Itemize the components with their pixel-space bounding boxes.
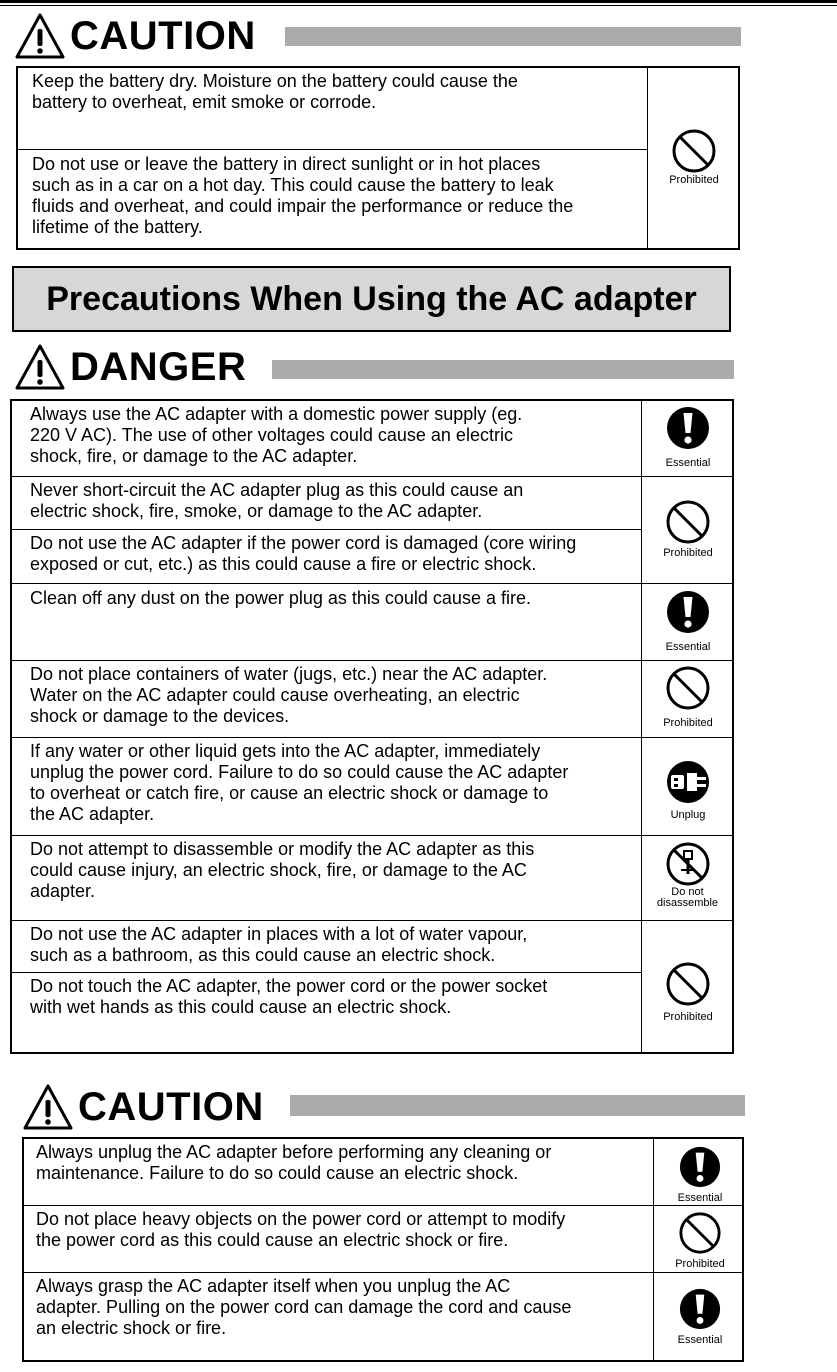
prohibited-symbol xyxy=(645,665,731,729)
row-divider xyxy=(24,1205,744,1206)
symbol-divider xyxy=(641,660,734,661)
heading-bar xyxy=(290,1095,745,1116)
caution-row-text: Keep the battery dry. Moisture on the battery could cause the battery to overheat, emit smoke or corrode. xyxy=(32,71,518,112)
unplug-symbol xyxy=(645,759,731,821)
symbol-label: Prohibited xyxy=(663,547,713,559)
prohibited-icon xyxy=(665,499,711,545)
section-title-text: Precautions When Using the AC adapter xyxy=(46,279,697,318)
caution-heading xyxy=(22,1083,264,1131)
row-divider xyxy=(12,835,641,836)
symbol-divider xyxy=(641,476,734,477)
caution-table xyxy=(22,1137,744,1362)
caution-row-text: Always unplug the AC adapter before performing any cleaning or maintenance. Failure to do so could cause an electric shock. xyxy=(36,1142,552,1183)
symbol-label: Prohibited xyxy=(663,1011,713,1023)
essential-symbol xyxy=(645,405,731,469)
prohibited-icon xyxy=(665,665,711,711)
top-rule-thin xyxy=(0,5,837,6)
caution-heading xyxy=(14,12,256,60)
row-divider xyxy=(12,972,641,973)
row-divider xyxy=(12,920,641,921)
row-divider xyxy=(12,529,641,530)
symbol-divider xyxy=(641,583,734,584)
symbol-divider xyxy=(641,737,734,738)
caution-row-text: Do not place heavy objects on the power cord or attempt to modify the power cord as this could cause an electric shock or fire. xyxy=(36,1209,566,1250)
symbol-label: Essential xyxy=(677,1192,723,1204)
essential-symbol xyxy=(657,1145,743,1204)
danger-heading-text: DANGER xyxy=(70,345,247,389)
row-divider xyxy=(12,583,641,584)
row-divider xyxy=(18,149,647,150)
unplug-icon xyxy=(665,759,711,805)
symbol-column-divider xyxy=(647,68,648,248)
essential-symbol xyxy=(645,589,731,653)
danger-table xyxy=(10,399,734,1054)
symbol-label: Prohibited xyxy=(669,174,719,186)
essential-icon xyxy=(678,1145,722,1189)
danger-row-text: Always use the AC adapter with a domestic power supply (eg. 220 V AC). The use of other voltages could cause an electric shock, fire, or damage to the AC adapter. xyxy=(30,404,523,466)
danger-row-text: Do not use the AC adapter in places with a lot of water vapour, such as a bathroom, as this could cause an electric shock. xyxy=(30,924,528,965)
danger-row-text: If any water or other liquid gets into the AC adapter, immediately unplug the power cord. Failure to do so could cause the AC adapter to overheat or catch fire, or cause an electric shock or damage to the AC adapter. xyxy=(30,741,569,824)
essential-icon xyxy=(665,405,711,451)
prohibited-symbol xyxy=(657,1211,743,1270)
essential-symbol xyxy=(657,1287,743,1346)
symbol-label: Unplug xyxy=(670,809,706,821)
do-not-disassemble-icon xyxy=(665,841,711,887)
essential-icon xyxy=(678,1287,722,1331)
heading-bar xyxy=(285,27,741,46)
prohibited-icon xyxy=(678,1211,722,1255)
do-not-disassemble-symbol xyxy=(641,841,734,909)
danger-row-text: Do not attempt to disassemble or modify the AC adapter as this could cause injury, an electric shock, fire, or damage to the AC adapter. xyxy=(30,839,535,901)
danger-row-text: Clean off any dust on the power plug as this could cause a fire. xyxy=(30,588,531,608)
row-divider xyxy=(12,476,641,477)
warning-triangle-icon xyxy=(22,1083,74,1131)
symbol-label: Prohibited xyxy=(663,717,713,729)
prohibited-icon xyxy=(671,128,717,174)
symbol-label: Prohibited xyxy=(675,1258,725,1270)
symbol-label: Essential xyxy=(665,641,711,653)
symbol-label: Essential xyxy=(677,1334,723,1346)
symbol-divider xyxy=(641,920,734,921)
caution-table xyxy=(16,66,740,250)
symbol-column-divider xyxy=(653,1139,654,1360)
danger-heading xyxy=(14,343,246,391)
row-divider xyxy=(12,737,641,738)
danger-row-text: Never short-circuit the AC adapter plug as this could cause an electric shock, fire, smoke, or damage to the AC adapter. xyxy=(30,480,524,521)
symbol-column-divider xyxy=(641,401,642,1052)
prohibited-icon xyxy=(665,961,711,1007)
essential-icon xyxy=(665,589,711,635)
symbol-label: Essential xyxy=(665,457,711,469)
heading-bar xyxy=(272,360,734,379)
symbol-label: Do not disassemble xyxy=(656,886,719,909)
danger-row-text: Do not use the AC adapter if the power cord is damaged (core wiring exposed or cut, etc.) as this could cause a fire or electric shock. xyxy=(30,533,577,574)
prohibited-symbol xyxy=(652,128,736,186)
top-rule xyxy=(0,0,837,3)
caution-row-text: Always grasp the AC adapter itself when you unplug the AC adapter. Pulling on the power cord can damage the cord and cause an electric shock or fire. xyxy=(36,1276,572,1338)
row-divider xyxy=(24,1272,744,1273)
caution-heading-text: CAUTION xyxy=(78,1085,264,1129)
warning-triangle-icon xyxy=(14,343,66,391)
danger-row-text: Do not place containers of water (jugs, etc.) near the AC adapter. Water on the AC adapter could cause overheating, an electric shock or damage to the devices. xyxy=(30,664,548,726)
warning-triangle-icon xyxy=(14,12,66,60)
caution-heading-text: CAUTION xyxy=(70,14,256,58)
section-title xyxy=(12,266,731,332)
caution-row-text: Do not use or leave the battery in direct sunlight or in hot places such as in a car on a hot day. This could cause the battery to leak fluids and overheat, and could impair the performance or reduce the lifetime of the battery. xyxy=(32,154,574,237)
danger-row-text: Do not touch the AC adapter, the power cord or the power socket with wet hands as this could cause an electric shock. xyxy=(30,976,548,1017)
row-divider xyxy=(12,660,641,661)
prohibited-symbol xyxy=(645,961,731,1023)
prohibited-symbol xyxy=(645,499,731,559)
symbol-divider xyxy=(641,835,734,836)
